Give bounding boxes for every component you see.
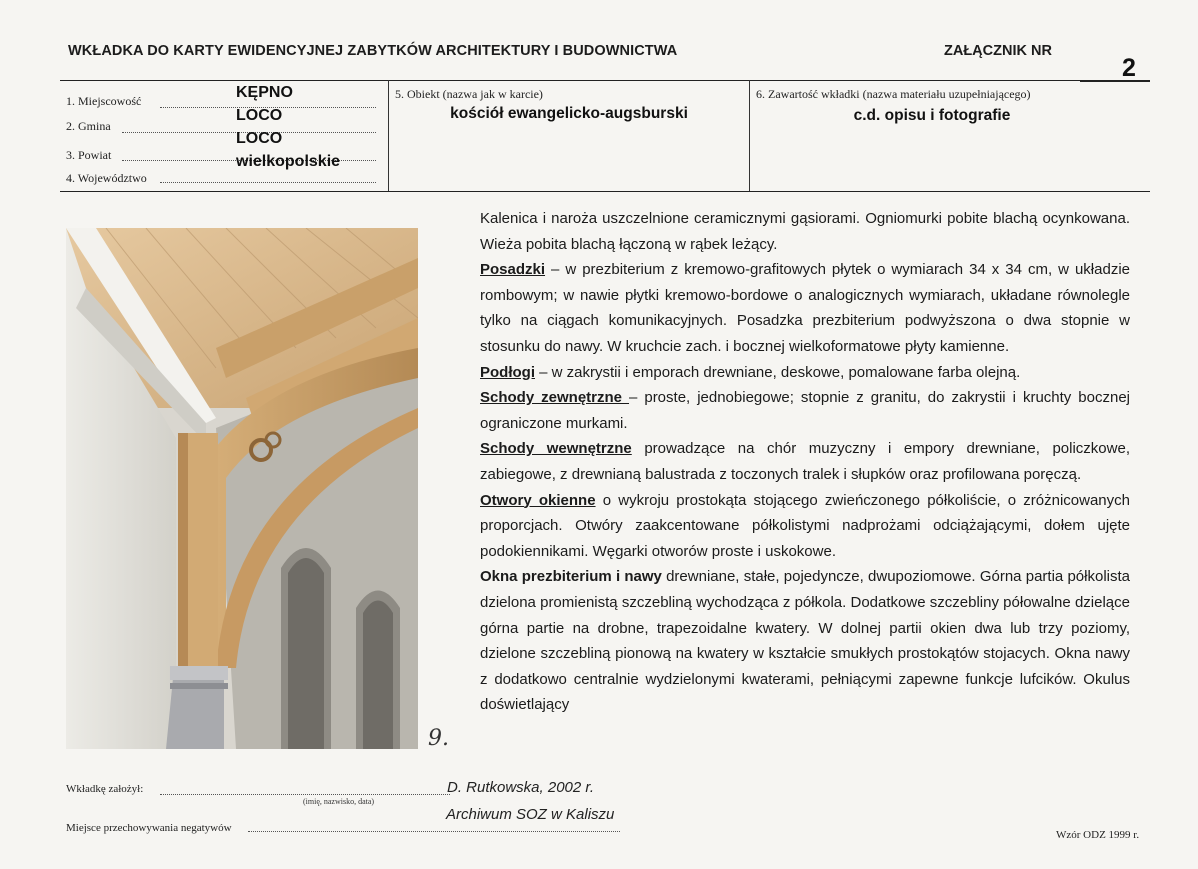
desc-wooden-floors <box>480 360 1130 386</box>
value-locality: KĘPNO <box>236 84 293 101</box>
value-commune: LOCO <box>236 107 283 124</box>
desc-roof <box>480 206 1130 257</box>
storage-label: Miejsce przechowywania negatywów <box>66 822 232 834</box>
form-divider-1 <box>388 80 389 191</box>
desc-outer-stairs-text: – proste, jednobiegowe; stopnie z granitu, do zakrystii i kruchty bocznej ograniczone murkami. <box>480 389 1130 432</box>
attachment-number: 2 <box>1122 54 1136 82</box>
desc-windows-text: drewniane, stałe, pojedyncze, dwupoziomowe. Górna partia półkolista dzielona promienistą szczebliną wychodząca z półkola. Dodatkowe szczebliny półowalne dzielące górna partie na drobne, trapezoidalne kwatery. W dolnej partii okien dwa lub trzy poziomy, dzielone szczebliną pionową na kwatery w kształcie smukłych prostokątów stojacych. Okna nawy z dodatkowo centralnie wydzielonymi kwaterami, pełniącymi zapewne funkcje lufcików. Okulus doświetlający <box>480 568 1130 714</box>
attachment-label: ZAŁĄCZNIK NR <box>944 43 1052 59</box>
value-county: LOCO <box>236 130 283 147</box>
author-dots <box>160 794 450 795</box>
desc-window-openings-heading: Otwory okienne <box>480 491 596 509</box>
label-contents: 6. Zawartość wkładki (nazwa materiału uzupełniającego) <box>756 87 1031 101</box>
church-interior-photo-drawing <box>66 228 418 749</box>
value-province: wielkopolskie <box>236 153 341 170</box>
desc-inner-stairs-text: prowadzące na chór muzyczny i empory drewniane, policzkowe, zabiegowe, z drewnianą balustrada z toczonych tralek i słupków oraz profilowana poręczą. <box>480 440 1130 483</box>
form-divider-2 <box>749 80 750 191</box>
author-hint: (imię, nazwisko, data) <box>303 797 375 806</box>
form-top-rule <box>60 80 1150 81</box>
label-commune: 2. Gmina <box>66 119 111 133</box>
author-label: Wkładkę założył: <box>66 783 144 795</box>
church-interior-photo <box>66 228 418 749</box>
attachment-number-underline <box>1080 81 1150 82</box>
desc-floors-heading: Posadzki <box>480 261 546 279</box>
dots-province <box>160 182 376 183</box>
storage-value: Archiwum SOZ w Kaliszu <box>446 806 615 823</box>
desc-windows <box>480 564 1130 718</box>
photo-number: 9. <box>428 726 449 751</box>
desc-inner-stairs-heading: Schody wewnętrzne <box>480 440 632 458</box>
desc-wooden-floors-heading: Podłogi <box>480 363 535 381</box>
storage-dots <box>248 831 620 832</box>
value-contents: c.d. opisu i fotografie <box>853 107 1011 124</box>
desc-outer-stairs <box>480 385 1130 436</box>
form-title: WKŁADKA DO KARTY EWIDENCYJNEJ ZABYTKÓW ARCHITEKTURY I BUDOWNICTWA <box>68 43 678 59</box>
form-bottom-rule <box>60 191 1150 192</box>
template-version: Wzór ODZ 1999 r. <box>1056 829 1140 841</box>
desc-roof-text: Kalenica i naroża uszczelnione ceramicznymi gąsiorami. Ogniomurki pobite blachą ocynkowana. Wieża pobita blachą łączoną w rąbek leżący. <box>480 210 1130 253</box>
desc-floors <box>480 257 1130 359</box>
desc-wooden-floors-text: – w zakrystii i emporach drewniane, deskowe, pomalowane farba olejną. <box>535 363 1021 381</box>
desc-window-openings-text: o wykroju prostokąta stojącego zwieńczonego półkoliście, o zróżnicowanych proporcjach. Otwóry zaakcentowane półkolistymi nadprożami odciążającymi, dołem ujęte podokiennikami. Węgarki otworów proste i uskokowe. <box>480 491 1130 560</box>
desc-inner-stairs <box>480 436 1130 487</box>
author-value: D. Rutkowska, 2002 r. <box>447 779 595 796</box>
label-object: 5. Obiekt (nazwa jak w karcie) <box>395 87 543 101</box>
description-text <box>480 206 1130 718</box>
desc-window-openings <box>480 488 1130 565</box>
label-county: 3. Powiat <box>66 148 112 162</box>
desc-windows-heading: Okna prezbiterium i nawy <box>480 568 662 586</box>
label-locality: 1. Miejscowość <box>66 94 142 108</box>
label-province: 4. Województwo <box>66 171 147 185</box>
value-object: kościół ewangelicko-augsburski <box>450 105 688 122</box>
desc-floors-text: – w prezbiterium z kremowo-grafitowych płytek o wymiarach 34 x 34 cm, w układzie rombowym; w nawie płytki kremowo-bordowe o analogicznych wymiarach, układane równolegle tylko na ciągach komunikacyjnych. Posadzka prezbiterium podwyższona o dwa stopnie w stosunku do nawy. W kruchcie zach. i bocznej wielkoformatowe płyty kamienne. <box>480 261 1130 355</box>
desc-outer-stairs-heading: Schody zewnętrzne <box>480 389 630 407</box>
